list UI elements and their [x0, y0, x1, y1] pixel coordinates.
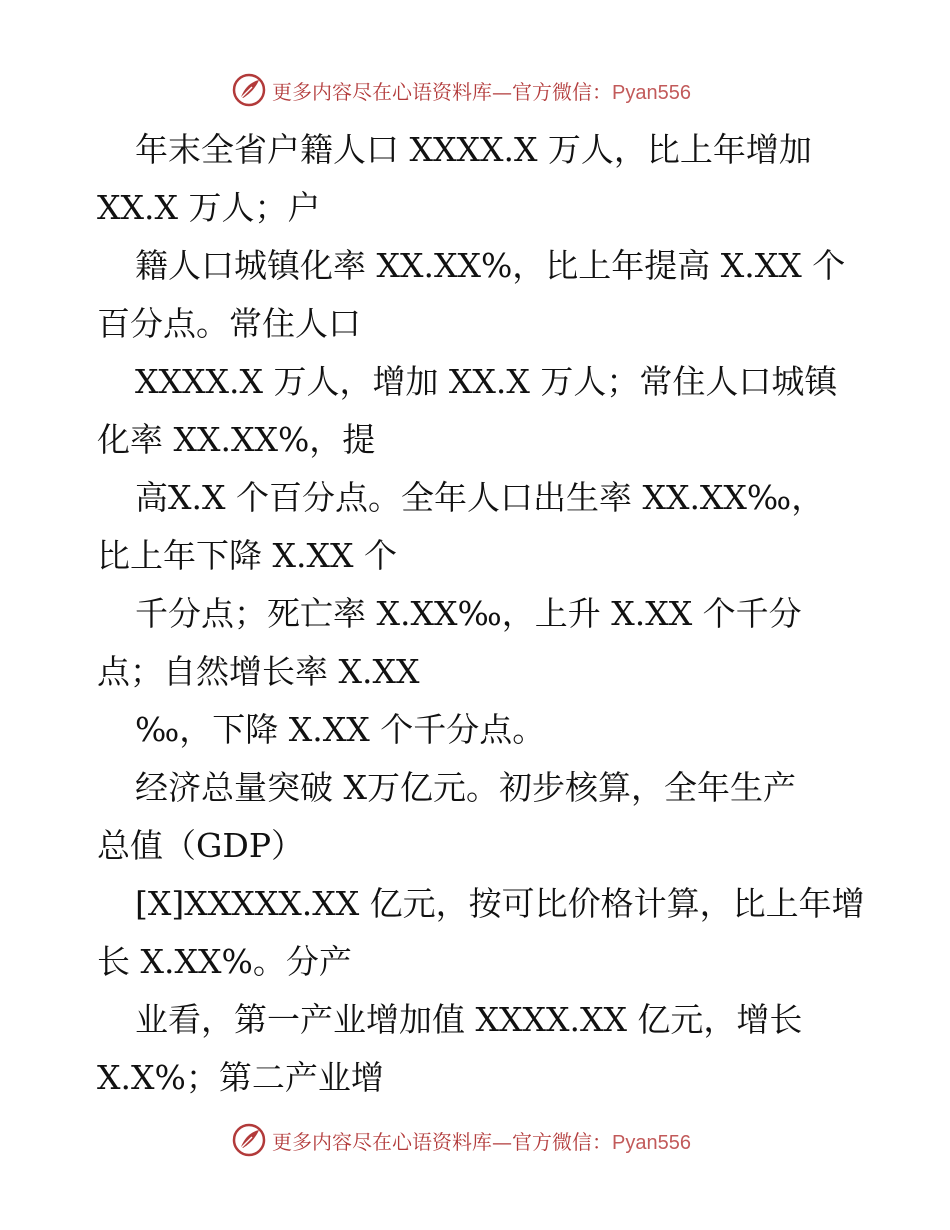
text-line: 长 X.XX%。分产 — [97, 942, 352, 981]
watermark-label: 更多内容尽在心语资料库—官方微信： — [272, 1129, 612, 1154]
text-line: 经济总量突破 X万亿元。初步核算，全年生产 — [135, 768, 796, 807]
text-line: 高X.X 个百分点。全年人口出生率 XX.XX‰， — [135, 478, 825, 517]
feather-pen-logo-icon — [232, 73, 266, 107]
text-line: 籍人口城镇化率 XX.XX%，比上年提高 X.XX 个 — [135, 246, 846, 285]
watermark-banner-top — [232, 72, 691, 108]
feather-pen-logo-icon — [232, 1123, 266, 1157]
text-line: X.X%；第二产业增 — [97, 1058, 384, 1097]
watermark-label: 更多内容尽在心语资料库—官方微信： — [272, 79, 612, 104]
document-body — [97, 121, 867, 1107]
text-line: 点；自然增长率 X.XX — [97, 652, 420, 691]
watermark-banner-bottom — [232, 1122, 691, 1158]
text-line: 千分点；死亡率 X.XX‰，上升 X.XX 个千分 — [135, 594, 802, 633]
text-line: [X]XXXXX.XX 亿元，按可比价格计算，比上年增 — [135, 884, 865, 923]
text-line: 比上年下降 X.XX 个 — [97, 536, 397, 575]
text-line: XX.X 万人；户 — [97, 188, 321, 227]
text-line: 年末全省户籍人口 XXXX.X 万人，比上年增加 — [135, 130, 812, 169]
watermark-text — [272, 1126, 691, 1155]
watermark-wechat-id: Pyan556 — [612, 1131, 691, 1154]
watermark-text — [272, 76, 691, 105]
text-line: 总值（GDP） — [97, 826, 305, 865]
text-line: ‰，下降 X.XX 个千分点。 — [135, 710, 546, 749]
text-line: XXXX.X 万人，增加 XX.X 万人；常住人口城镇 — [135, 362, 838, 401]
watermark-wechat-id: Pyan556 — [612, 81, 691, 104]
text-line: 业看，第一产业增加值 XXXX.XX 亿元，增长 — [135, 1000, 803, 1039]
text-line: 化率 XX.XX%，提 — [97, 420, 376, 459]
text-line: 百分点。常住人口 — [97, 304, 361, 343]
